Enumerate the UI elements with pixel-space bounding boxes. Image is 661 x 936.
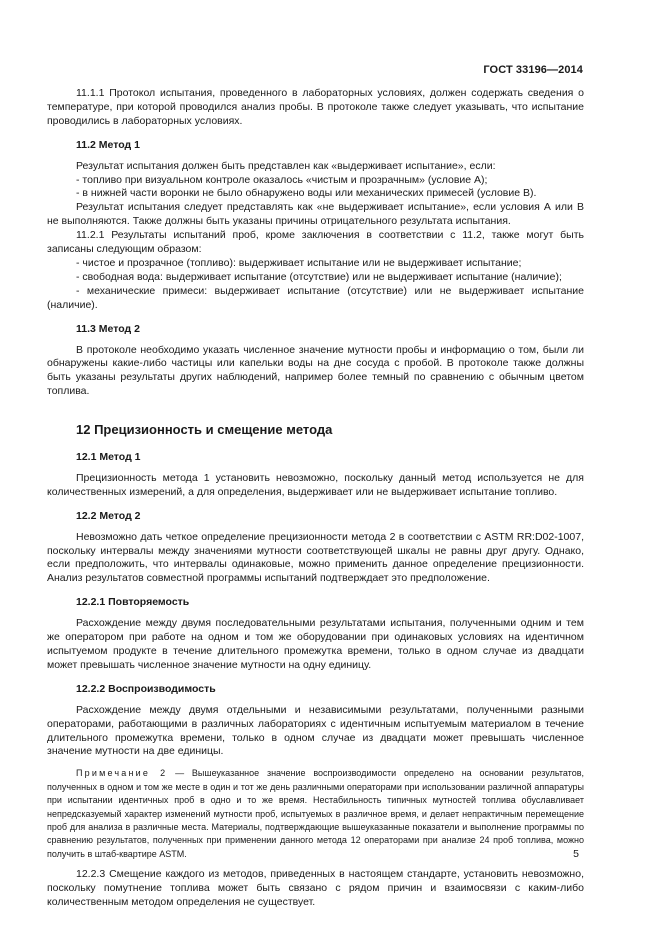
- paragraph-11-3: В протоколе необходимо указать численное значение мутности пробы и информацию о том, были ли обнаружены какие-либо частицы или капельки воды на дне сосуда с пробой. В протоколе также должны быть указаны результаты других наблюдений, например более темный по сравнению с обычным цветом топлива.: [47, 343, 584, 398]
- paragraph-12-2: Невозможно дать четкое определение прецизионности метода 2 в соответствии с ASTM RR:D02-1007, поскольку интервалы между значениями мутности соответствующей шкалы не равны друг другу. Однако, если предположить, что интервалы одинаковые, можно применить данное определение прецизионности. Анализ результатов совместной программы испытаний подтверждает это предположение.: [47, 530, 584, 585]
- heading-12-2-2: 12.2.2 Воспроизводимость: [76, 682, 216, 695]
- document-code: ГОСТ 33196—2014: [483, 64, 583, 76]
- list-item: - механические примеси: выдерживает испытание (отсутствие) или не выдерживает испытание (наличие).: [47, 284, 584, 311]
- heading-11-2: 11.2 Метод 1: [76, 138, 140, 151]
- note-text: — Вышеуказанное значение воспроизводимости определено на основании результатов, полученных в одном и том же месте в один и тот же день различными операторами при использовании различной аппаратуры при испытании идентичных проб в одно и то же время. Нестабильность типичных мутностей топлива обуславливает непредсказуемый характер изменений мутности проб, испытуемых в различное время, и делает непрактичным перемещение проб для анализа в различные места. Материалы, подтверждающие вышеуказанные показатели и выполнение программы по сравнению результатов, полученных при применении данного метода 12 операторами при анализе 24 проб топлива, можно получить в штаб-квартире ASTM.: [47, 768, 584, 859]
- paragraph-12-1: Прецизионность метода 1 установить невозможно, поскольку данный метод используется не для количественных измерений, а для определения, выдерживает или не выдерживает испытание топливо.: [47, 471, 584, 498]
- note-label: Примечание 2: [76, 768, 168, 779]
- heading-12-1: 12.1 Метод 1: [76, 451, 141, 464]
- list-item: - чистое и прозрачное (топливо): выдерживает испытание или не выдерживает испытание;: [76, 256, 522, 269]
- list-item: - в нижней части воронки не было обнаружено воды или механических примесей (условие В).: [76, 187, 537, 200]
- paragraph-11-2-1: 11.2.1 Результаты испытаний проб, кроме заключения в соответствии с 11.2, также могут быть записаны следующим образом:: [47, 229, 584, 256]
- note-2: [47, 767, 584, 861]
- paragraph-12-2-1: Расхождение между двумя последовательными результатами испытания, полученными одним и тем же оператором при работе на одном и том же оборудовании при одинаковых условиях на идентичном испытуемом продукте в течение длительного промежутка времени, только в одном случае из двадцати может превышать численное значение мутности на одну единицу.: [47, 617, 584, 671]
- heading-section-12: 12 Прецизионность и смещение метода: [76, 422, 333, 438]
- paragraph-11-2-negative: Результат испытания следует представлять как «не выдерживает испытание», если условия А или В не выполняются. Также должны быть указаны причины отрицательного результата испытания.: [47, 201, 584, 228]
- paragraph-11-2-intro: Результат испытания должен быть представлен как «выдерживает испытание», если:: [76, 159, 496, 172]
- heading-12-2-1: 12.2.1 Повторяемость: [76, 596, 190, 609]
- page-number: 5: [573, 848, 579, 860]
- paragraph-12-2-3: 12.2.3 Смещение каждого из методов, приведенных в настоящем стандарте, установить невозможно, поскольку помутнение топлива может быть связано с рядом причин и взаимосвязи с каким-либо количественным методом определения не существует.: [47, 868, 584, 908]
- paragraph-12-2-2: Расхождение между двумя отдельными и независимыми результатами, полученными разными операторами, работающими в различных лабораториях с идентичным испытуемым материалом в течение длительного промежутка времени, только в одном случае из двадцати может превышать численное значение мутности на две единицы.: [47, 703, 584, 758]
- paragraph-11-1-1: 11.1.1 Протокол испытания, проведенного в лабораторных условиях, должен содержать сведения о температуре, при которой проводился анализ пробы. В протоколе также следует указывать, что испытание проводились в лабораторных условиях.: [47, 87, 584, 127]
- heading-12-2: 12.2 Метод 2: [76, 509, 141, 522]
- heading-11-3: 11.3 Метод 2: [76, 322, 140, 335]
- page-body: [47, 87, 584, 910]
- list-item: - топливо при визуальном контроле оказалось «чистым и прозрачным» (условие А);: [76, 173, 488, 186]
- list-item: - свободная вода: выдерживает испытание (отсутствие) или не выдерживает испытание (наличие);: [76, 270, 562, 283]
